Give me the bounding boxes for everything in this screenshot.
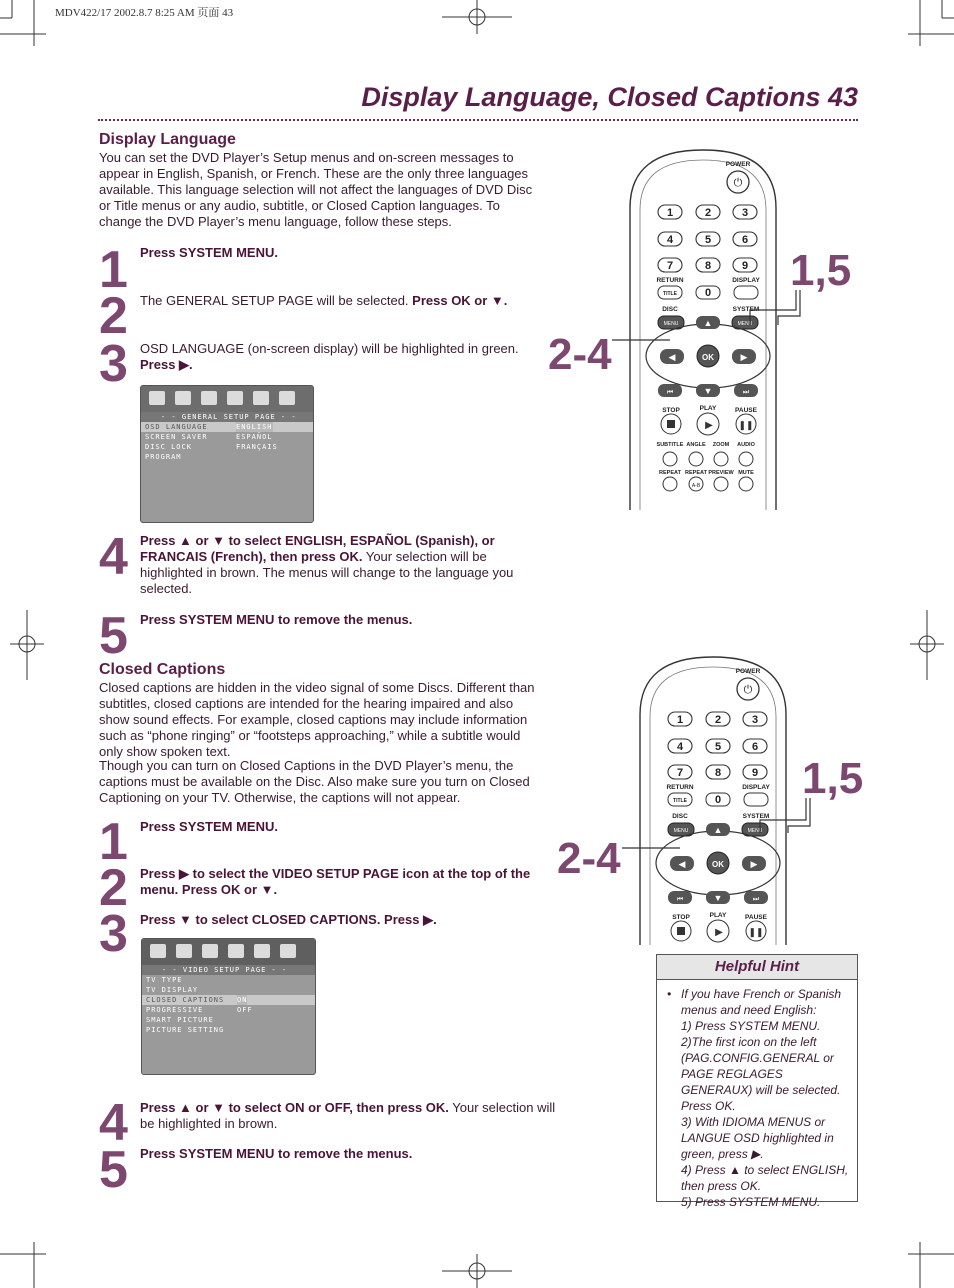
osd-header: - - VIDEO SETUP PAGE - -	[142, 965, 315, 975]
pause-icon: ❚❚	[748, 927, 764, 937]
digit-label: 8	[704, 260, 712, 272]
ok-label: OK	[702, 353, 714, 362]
pause-label: PAUSE	[745, 914, 767, 921]
osd-option: OFF	[237, 1006, 253, 1014]
step-text: Press ▲ or ▼ to select ON or OFF, then press OK. Your selection will be highlighted in brown.	[140, 1100, 556, 1131]
digit-label: 1	[666, 207, 674, 219]
play-label: PLAY	[709, 912, 727, 919]
preference-icon	[228, 944, 244, 958]
helpful-hint-title: Helpful Hint	[657, 955, 857, 980]
display-language-intro: You can set the DVD Player’s Setup menus and on-screen messages to appear in English, Spanish, or French. These are the only three languages available. This language selection will not affect the languages of DVD Disc or Title menus or any audio, subtitle, or Closed Caption languages. To change the DVD Player’s menu language, follow these steps.	[99, 150, 533, 229]
left-arrow-icon: ◀	[678, 859, 686, 869]
display-language-heading: Display Language	[99, 131, 236, 148]
return-label: RETURN	[656, 277, 684, 284]
function-button	[739, 477, 753, 491]
callout-steps-1-5: 1,5	[802, 754, 864, 803]
audio-label: AUDIO	[737, 442, 755, 448]
function-button	[714, 477, 728, 491]
step-text: The GENERAL SETUP PAGE will be selected. Press OK or ▼.	[140, 293, 508, 308]
pause-label: PAUSE	[735, 407, 757, 414]
step-number: 2	[99, 287, 128, 345]
skip-back-icon: ⏮	[676, 896, 684, 903]
digit-label: 7	[676, 767, 684, 779]
audio-setup-icon	[175, 391, 191, 405]
lock-icon	[254, 944, 270, 958]
digit-label: 3	[751, 714, 759, 726]
disc-label: DISC	[672, 813, 688, 820]
closed-captions-heading: Closed Captions	[99, 661, 226, 678]
digit-label: 6	[741, 234, 749, 246]
function-button	[663, 452, 677, 466]
osd-header: - - GENERAL SETUP PAGE - -	[141, 412, 313, 422]
audio-setup-icon	[176, 944, 192, 958]
ok-label: OK	[712, 860, 724, 869]
digit-label: 9	[751, 767, 759, 779]
preview-label: PREVIEW	[708, 470, 734, 476]
step-text: Press SYSTEM MENU to remove the menus.	[140, 612, 413, 627]
hint-line: 5) Press SYSTEM MENU.	[681, 1195, 821, 1209]
return-label: RETURN	[666, 784, 694, 791]
osd-menu-row: TV DISPLAY	[146, 986, 199, 994]
digit-label: 0	[704, 287, 712, 299]
exit-icon	[279, 391, 295, 405]
right-arrow-icon: ▶	[750, 859, 758, 869]
general-setup-osd	[140, 385, 314, 523]
stop-label: STOP	[662, 407, 680, 414]
up-arrow-icon: ▲	[703, 318, 713, 328]
step-number: 1	[99, 241, 128, 299]
step-number: 3	[99, 905, 128, 963]
osd-icon-bar	[142, 939, 315, 965]
title-divider	[98, 119, 858, 121]
helpful-hint-box	[656, 954, 858, 1209]
menu-label: MENU	[673, 828, 689, 834]
preference-icon	[227, 391, 243, 405]
helpful-hint-body	[657, 980, 857, 1210]
video-setup-icon	[202, 944, 218, 958]
display-label: DISPLAY	[732, 277, 760, 284]
function-button	[714, 452, 728, 466]
digit-label: 6	[751, 741, 759, 753]
digit-label: 2	[704, 207, 712, 219]
display-label: DISPLAY	[742, 784, 770, 791]
general-setup-icon	[149, 391, 165, 405]
exit-icon	[280, 944, 296, 958]
mute-label: MUTE	[738, 470, 754, 476]
system-label: SYSTEM	[742, 813, 770, 820]
up-arrow-icon: ▲	[713, 825, 723, 835]
play-label: PLAY	[699, 405, 717, 412]
osd-menu-row: CLOSED CAPTIONS ON	[142, 995, 315, 1005]
osd-menu-row: SMART PICTURE	[146, 1016, 214, 1024]
page-title: Display Language, Closed Captions 43	[361, 82, 858, 112]
osd-menu-row: PROGRESSIVE OFF	[146, 1006, 253, 1014]
osd-menu-row: SCREEN SAVER ESPAÑOL	[145, 433, 273, 441]
digit-label: 3	[741, 207, 749, 219]
osd-option: ESPAÑOL	[236, 433, 273, 441]
digit-label: 2	[714, 714, 722, 726]
power-label: POWER	[725, 161, 751, 168]
stop-label: STOP	[672, 914, 690, 921]
step-number: 2	[99, 859, 128, 917]
digit-label: 4	[676, 741, 684, 753]
osd-menu-row: TV TYPE	[146, 976, 183, 984]
repeat-label: REPEAT	[659, 470, 681, 476]
ab-label: A-B	[691, 483, 701, 489]
menu-label: MENU	[663, 321, 679, 327]
skip-back-icon: ⏮	[666, 389, 674, 396]
video-setup-osd	[141, 938, 316, 1075]
osd-menu-row: PROGRAM	[145, 453, 182, 461]
osd-option: FRANÇAIS	[236, 443, 278, 451]
step-text: Press SYSTEM MENU to remove the menus.	[140, 1146, 413, 1161]
play-icon: ▶	[715, 927, 723, 938]
stop-icon	[677, 927, 685, 935]
menu-label: MENU	[747, 828, 763, 834]
menu-label: MENU	[737, 321, 753, 327]
function-button	[663, 477, 677, 491]
print-meta: MDV422/17 2002.8.7 8:25 AM 页面 43	[55, 7, 234, 19]
hint-line: 2)The first icon on the left (PAG.CONFIG.GENERAL or PAGE REGLAGES GENERAUX) will be selected. Press OK.	[681, 1035, 841, 1113]
down-arrow-icon: ▼	[703, 386, 713, 396]
digit-label: 1	[676, 714, 684, 726]
osd-option: ON	[237, 996, 248, 1004]
closed-captions-intro-2: Though you can turn on Closed Captions in the DVD Player’s menu, the captions must be available on the Disc. Also make sure you turn on Closed Captioning on your TV. Otherwise, the captions will not appear.	[99, 758, 530, 805]
stop-icon	[667, 420, 675, 428]
general-setup-icon	[150, 944, 166, 958]
right-arrow-icon: ▶	[740, 352, 748, 362]
step-text: Press ▼ to select CLOSED CAPTIONS. Press ▶.	[140, 912, 437, 927]
step-number: 1	[99, 813, 128, 871]
subtitle-label: SUBTITLE	[656, 442, 684, 448]
digit-label: 7	[666, 260, 674, 272]
left-arrow-icon: ◀	[668, 352, 676, 362]
step-text: Press ▲ or ▼ to select ENGLISH, ESPAÑOL (Spanish), or FRANCAIS (French), then press OK. Your selection will be highlighted in brown. The menus will change to the language you selected.	[140, 533, 514, 596]
step-number: 4	[99, 1094, 128, 1152]
hint-line: 1) Press SYSTEM MENU.	[681, 1019, 821, 1033]
lock-icon	[253, 391, 269, 405]
repeat-ab-label: REPEAT	[685, 470, 707, 476]
osd-option: ENGLISH	[236, 423, 273, 431]
skip-forward-icon: ⏭	[742, 389, 750, 396]
step-number: 3	[99, 335, 128, 393]
callout-steps-2-4: 2-4	[557, 834, 621, 883]
digit-label: 0	[714, 794, 722, 806]
digit-label: 8	[714, 767, 722, 779]
step-number: 4	[99, 528, 128, 586]
step-number: 5	[99, 1141, 128, 1199]
callout-steps-2-4: 2-4	[548, 330, 612, 379]
step-text: OSD LANGUAGE (on-screen display) will be highlighted in green. Press ▶.	[140, 341, 519, 372]
digit-label: 4	[666, 234, 674, 246]
video-setup-icon	[201, 391, 217, 405]
title-label: TITLE	[673, 798, 687, 804]
hint-line: • If you have French or Spanish menus and need English:	[667, 987, 842, 1017]
power-icon: ⏻	[733, 177, 743, 189]
function-button	[739, 452, 753, 466]
power-icon: ⏻	[743, 684, 753, 696]
callout-lines	[600, 290, 810, 350]
down-arrow-icon: ▼	[713, 893, 723, 903]
system-label: SYSTEM	[732, 306, 760, 313]
callout-steps-1-5: 1,5	[790, 246, 852, 295]
angle-label: ANGLE	[686, 442, 706, 448]
bullet-icon: •	[667, 987, 672, 1001]
step-text: Press SYSTEM MENU.	[140, 245, 278, 260]
hint-line: 4) Press ▲ to select ENGLISH, then press OK.	[681, 1163, 849, 1193]
digit-label: 5	[714, 741, 722, 753]
step-number: 5	[99, 607, 128, 665]
title-label: TITLE	[663, 291, 677, 297]
zoom-label: ZOOM	[712, 442, 730, 448]
play-icon: ▶	[705, 420, 713, 431]
closed-captions-intro: Closed captions are hidden in the video signal of some Discs. Different than subtitles, closed captions are intended for the hearing impaired and also show sound effects. For example, closed captions may include information such as “phone ringing” or “footsteps approaching,” while a subtitle would only show spoken text.	[99, 680, 535, 759]
pause-icon: ❚❚	[738, 420, 754, 430]
skip-forward-icon: ⏭	[752, 896, 760, 903]
hint-line: 3) With IDIOMA MENUS or LANGUE OSD highlighted in green, press ▶.	[681, 1115, 834, 1161]
digit-label: 5	[704, 234, 712, 246]
function-button	[689, 452, 703, 466]
digit-label: 9	[741, 260, 749, 272]
disc-label: DISC	[662, 306, 678, 313]
osd-menu-row: OSD LANGUAGE ENGLISH	[141, 422, 313, 432]
osd-icon-bar	[141, 386, 313, 412]
osd-menu-row: DISC LOCK FRANÇAIS	[145, 443, 278, 451]
osd-menu-row: PICTURE SETTING	[146, 1026, 225, 1034]
step-text: Press SYSTEM MENU.	[140, 819, 278, 834]
step-text: Press ▶ to select the VIDEO SETUP PAGE icon at the top of the menu. Press OK or ▼.	[140, 866, 531, 897]
power-label: POWER	[735, 668, 761, 675]
callout-lines	[610, 798, 820, 858]
